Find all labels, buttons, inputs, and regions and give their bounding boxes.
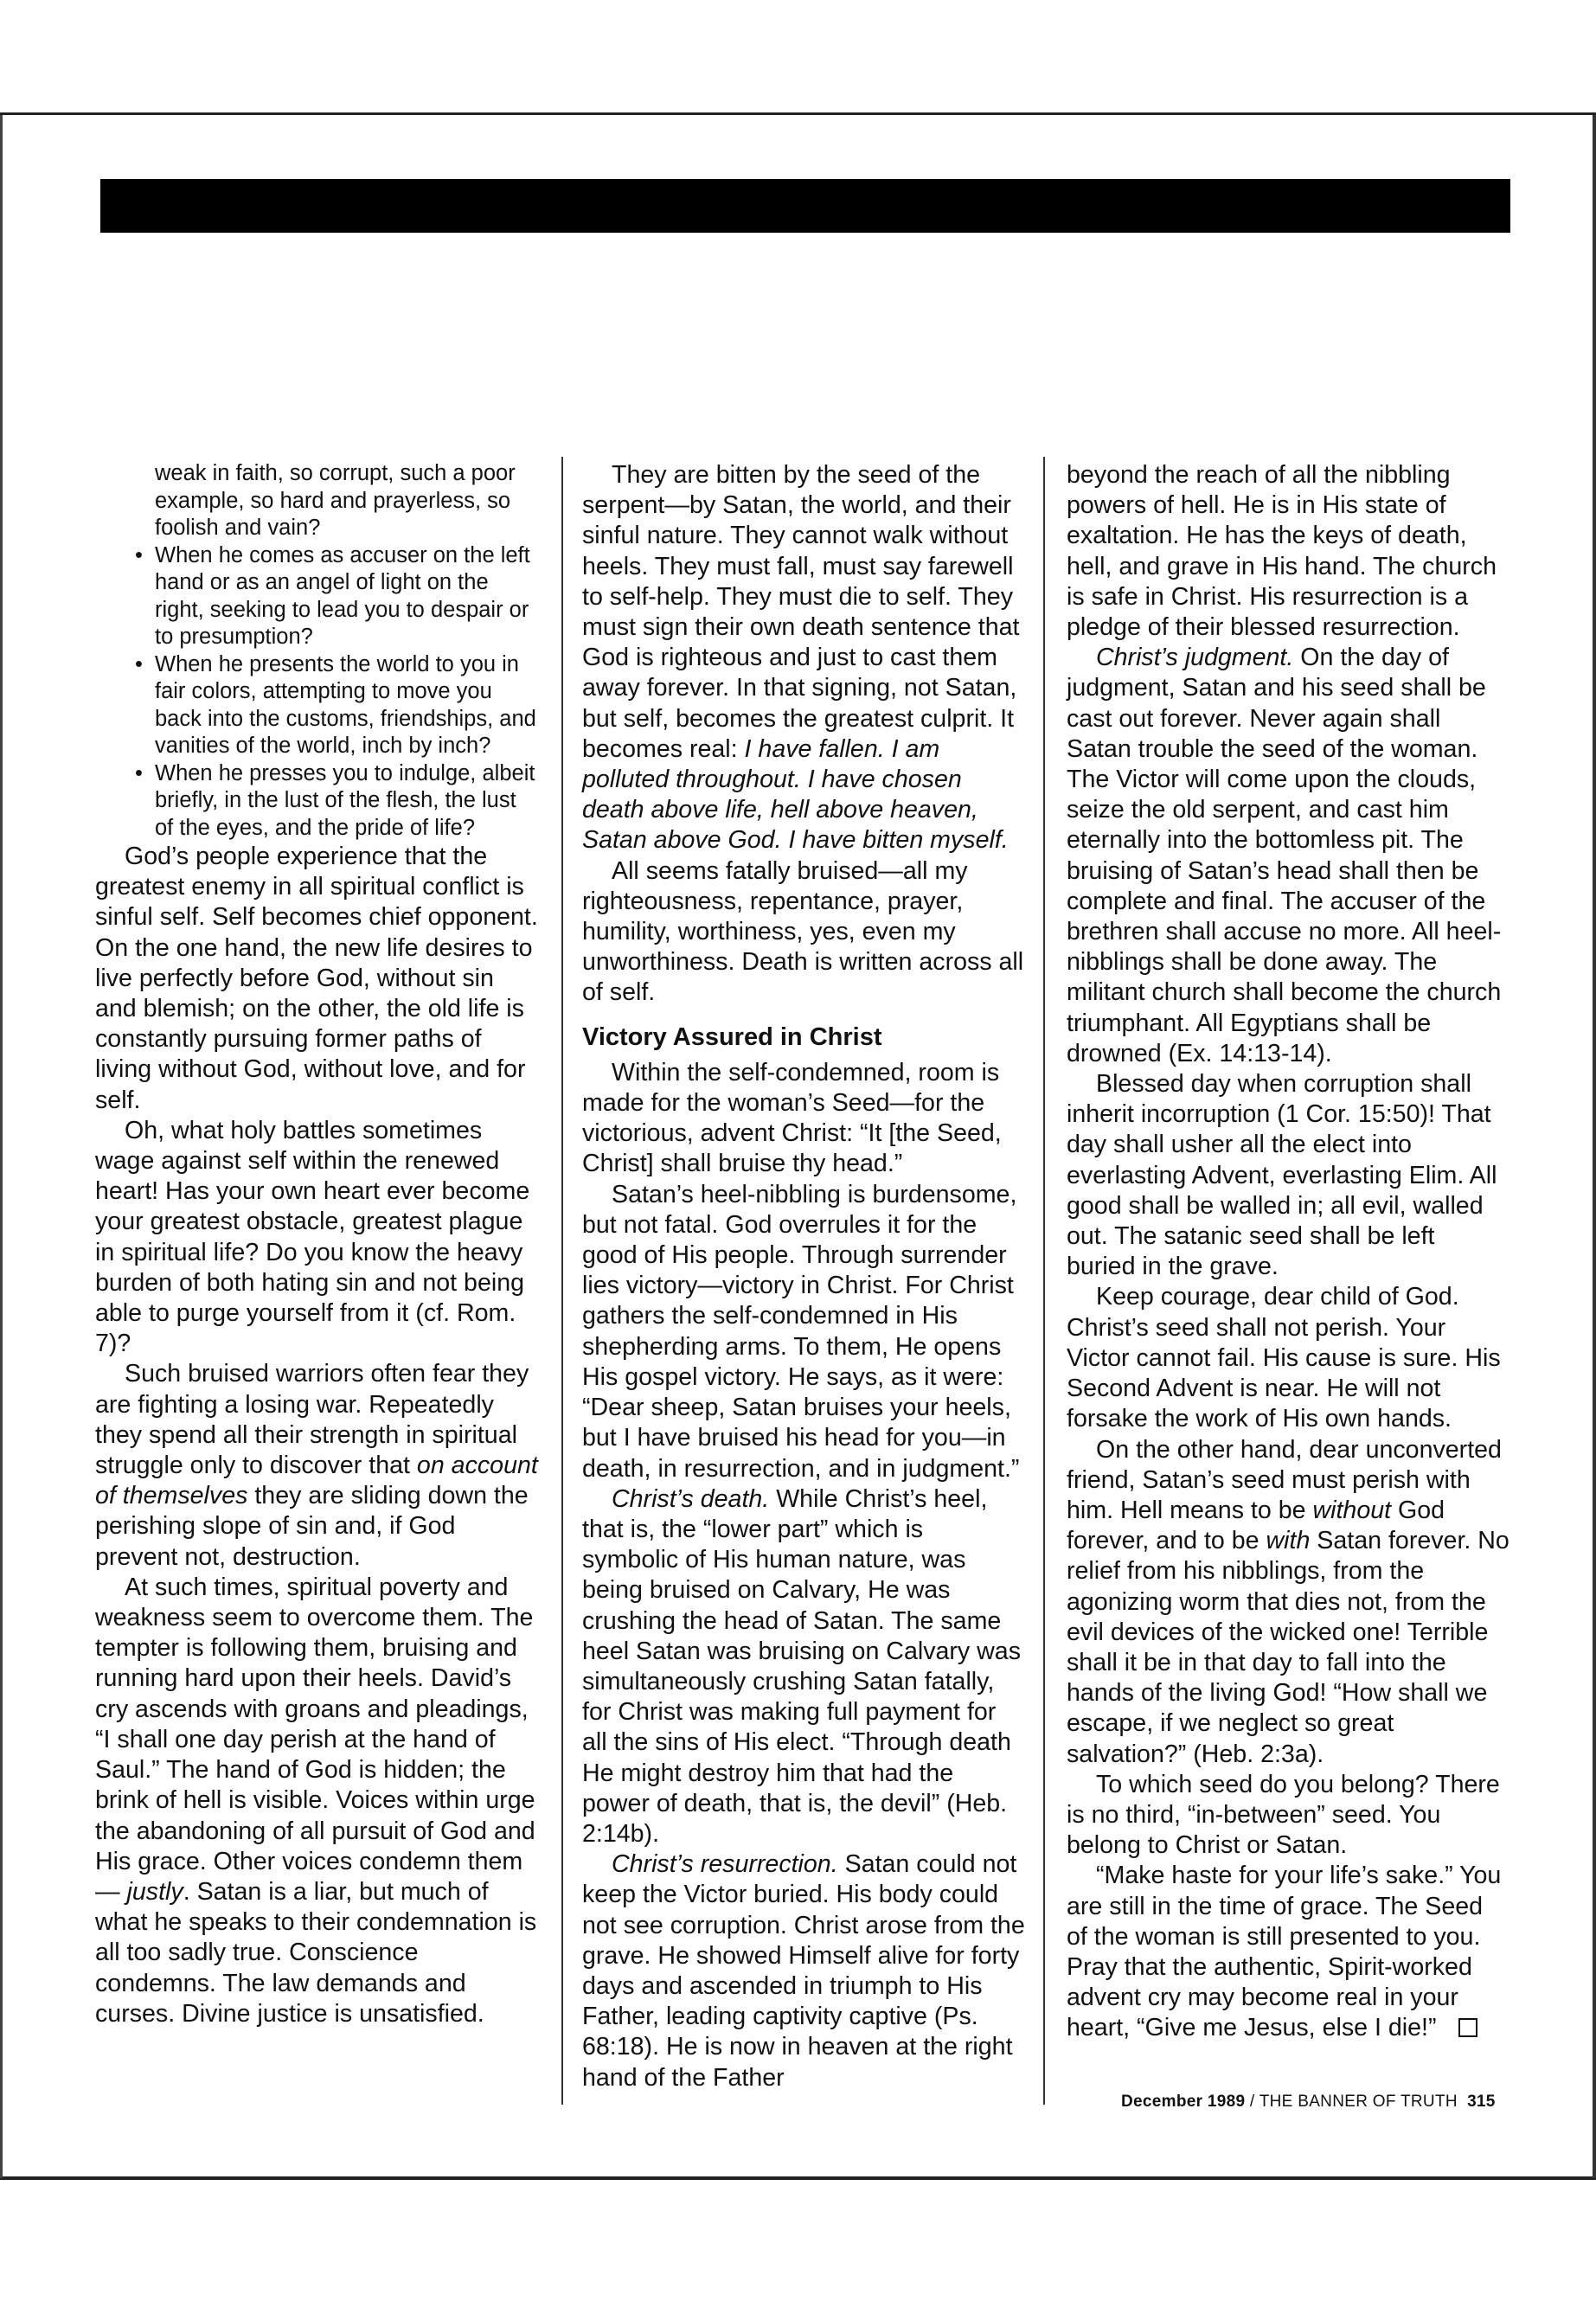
text-run: On the day of judgment, Satan and his seed shall be cast out forever. Never again shall Satan trouble the seed of the woman. The Victor will come upon the clouds, seize the old serpent, and cast him eternally into the bottomless pit. The bruising of Satan’s head shall then be complete and final. The accuser of the brethren shall accuse no more. All heel-nibblings shall be done away. The militant church shall become the church triumphant. All Egyptians shall be drowned (Ex. 14:13-14). (1067, 644, 1502, 1067)
paragraph: Blessed day when corruption shall inherit incorruption (1 Cor. 15:50)! That day shall usher all the elect into everlasting Advent, everlasting Elim. All good shall be walled in; all evil, walled out. The satanic seed shall be left buried in the grave. (1067, 1070, 1497, 1281)
paragraph (95, 1573, 538, 2029)
text-run: Such bruised warriors often fear they are fighting a losing war. Repeatedly they spend all their strength in spiritual struggle only to discover that (95, 1360, 529, 1480)
paragraph (582, 1484, 1025, 1849)
emphasis-text: Christ’s judgment. (1096, 644, 1294, 672)
text-run: On the other hand, dear unconverted friend, Satan’s seed must perish with him. Hell means to be (1067, 1435, 1502, 1524)
emphasis-text: Christ’s death. (612, 1484, 770, 1513)
column-rule-1 (561, 457, 563, 2105)
paragraph (1067, 643, 1509, 1069)
paragraph: Satan’s heel-nibbling is burdensome, but not fatal. God overrules it for the good of His people. Through surrender lies victory—victory in Christ. For Christ gathers the self-condemned in His shepherding arms. To them, He opens His gospel victory. He says, as it were: “Dear sheep, Satan bruises your heels, but I have bruised his head for you—in death, in resurrection, and in judgment.” (582, 1180, 1020, 1483)
page-footer (1121, 2093, 1496, 2112)
footer-page-number: 315 (1467, 2093, 1496, 2111)
column-2 (582, 460, 1025, 2093)
footer-date: December 1989 (1121, 2093, 1246, 2111)
paragraph (1067, 1861, 1509, 2043)
page-right-edge (1593, 115, 1596, 2178)
text-run: “Make haste for your life’s sake.” You are still in the time of grace. The Seed of the woman is still presented to you. Pray that the authentic, Spirit-worked advent cry may become real in your heart, “Give me Jesus, else I die!” (1067, 1862, 1502, 2042)
paragraph: God’s people experience that the greatest enemy in all spiritual conflict is sinful self. Self becomes chief opponent. On the one hand, the new life desires to live perfectly before God, without sin and blemish; on the other, the old life is constantly pursuing former paths of living without God, without love, and for self. (95, 843, 538, 1114)
header-black-bar (100, 179, 1510, 233)
paragraph (582, 1849, 1025, 2093)
footer-separator: / (1245, 2093, 1259, 2111)
text-run: They are bitten by the seed of the serpent—by Satan, the world, and their sinful nature. They cannot walk without heels. They must fall, must say farewell to self-help. They must die to self. They must sign their own death sentence that God is righteous and just to cast them away forever. In that signing, not Satan, but self, becomes the greatest culprit. It becomes real: (582, 461, 1020, 763)
emphasis-text: on account of themselves (95, 1452, 538, 1510)
paragraph (95, 1359, 538, 1572)
emphasis-text: justly (126, 1877, 183, 1906)
text-run: At such times, spiritual poverty and weakness seem to overcome them. The tempter is following them, bruising and running hard upon their heels. David’s cry ascends with groans and pleadings, “I shall one day perish at the hand of Saul.” The hand of God is hidden; the brink of hell is visible. Voices within urge the abandoning of all pursuit of God and His grace. Other voices condemn them— (95, 1573, 535, 1906)
text-run: Satan could not keep the Victor buried. His body could not see corruption. Christ arose from the grave. He showed Himself alive for forty days and ascended in triumph to His Father, leading captivity captive (Ps. 68:18). He is now in heaven at the right hand of the Father (582, 1850, 1025, 2092)
paragraph: All seems fatally bruised—all my righteousness, repentance, prayer, humility, worthiness, yes, even my unworthiness. Death is written across all of self. (582, 856, 1024, 1007)
paragraph: To which seed do you belong? There is no third, “in-between” seed. You belong to Christ or Satan. (1067, 1770, 1500, 1860)
bullet-item: • When he comes as accuser on the left hand or as an angel of light on the right, seeking to lead you to despair or to presumption? (155, 542, 538, 651)
text-run: they are sliding down the perishing slope of sin and, if God prevent not, destruction. (95, 1482, 529, 1571)
end-of-article-box-icon (1458, 2018, 1477, 2037)
paragraph: Within the self-condemned, room is made for the woman’s Seed—for the victorious, advent Christ: “It [the Seed, Christ] shall bruise thy head.” (582, 1058, 1002, 1178)
text-run: While Christ’s heel, that is, the “lower part” which is symbolic of His human nature, was being bruised on Calvary, He was crushing the head of Satan. The same heel Satan was bruising on Calvary was simultaneously crushing Satan fatally, for Christ was making full payment for all the sins of His elect. “Through death He might destroy him that had the power of death, that is, the devil” (Heb. 2:14b). (582, 1484, 1022, 1848)
bullet-list-block (155, 460, 538, 842)
bullet-list (155, 542, 538, 843)
bullet-item: • When he presents the world to you in fair colors, attempting to move you back into the customs, friendships, and vanities of the world, inch by inch? (155, 651, 538, 760)
emphasis-text: with (1266, 1527, 1311, 1555)
column-rule-2 (1043, 457, 1045, 2105)
paragraph (1067, 1435, 1509, 1770)
paragraph: beyond the reach of all the nibbling powers of hell. He is in His state of exaltation. He has the keys of death, hell, and grave in His hand. The church is safe in Christ. His resurrection is a pledge of their blessed resurrection. (1067, 461, 1497, 642)
page-left-edge (0, 115, 3, 2178)
text-run: Satan forever. No relief from his nibblings, from the agonizing worm that dies not, from the evil devices of the wicked one! Terrible shall it be in that day to fall into the hands of the living God! “How shall we escape, if we neglect so great salvation?” (Heb. 2:3a). (1067, 1527, 1509, 1768)
emphasis-text: Christ’s resurrection. (612, 1850, 838, 1879)
bullet-intro: weak in faith, so corrupt, such a poor example, so hard and prayerless, so foolish and vain? (155, 461, 516, 540)
emphasis-text: without (1312, 1496, 1392, 1524)
text-run: . Satan is a liar, but much of what he speaks to their condemnation is all too sadly true. Conscience condemns. The law demands and curses. Divine justice is unsatisfied. (95, 1877, 537, 2028)
paragraph: Keep courage, dear child of God. Christ’s seed shall not perish. Your Victor cannot fail. His cause is sure. His Second Advent is near. He will not forsake the work of His own hands. (1067, 1283, 1501, 1433)
column-1 (95, 460, 538, 2029)
column-3 (1067, 460, 1509, 2044)
section-heading: Victory Assured in Christ (582, 1022, 882, 1051)
paragraph (582, 460, 1025, 856)
bullet-item: • When he presses you to indulge, albeit briefly, in the lust of the flesh, the lust of the eyes, and the pride of life? (155, 760, 538, 843)
paragraph: Oh, what holy battles sometimes wage against self within the renewed heart! Has your own heart ever become your greatest obstacle, greatest plague in spiritual life? Do you know the heavy burden of both hating sin and not being able to purge yourself from it (cf. Rom. 7)? (95, 1116, 530, 1358)
footer-publication: THE BANNER OF TRUTH (1259, 2093, 1458, 2111)
emphasis-text: I have fallen. I am polluted throughout. I have chosen death above life, hell above heaven, Satan above God. I have bitten myself. (582, 734, 1009, 855)
text-run: God forever, and to be (1067, 1496, 1445, 1555)
